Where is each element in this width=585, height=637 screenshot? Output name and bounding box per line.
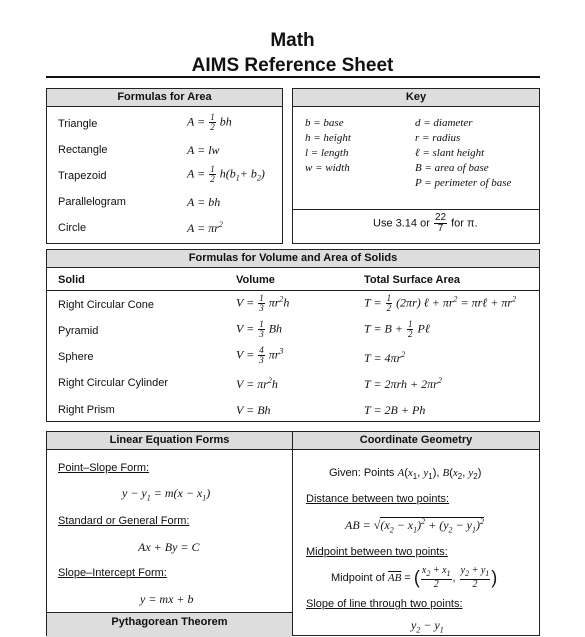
volume-formula: $V = \pi r^2h$ [236,376,278,391]
slope-intercept-formula: y = mx + b [140,592,194,606]
point-slope-label: Point–Slope Form: [58,462,150,474]
key-item: ℓ = slant height [415,147,485,159]
volume-divider [47,290,539,291]
area-formulas-header: Formulas for Area [47,89,282,107]
key-header: Key [293,89,539,107]
pythagorean-header: Pythagorean Theorem [111,616,228,628]
key-box [292,88,540,244]
solid-name: Pyramid [58,325,99,337]
midpoint-label: Midpoint between two points: [306,546,448,558]
area-row-formula: $A = \pi r^2$ [187,220,223,235]
surface-formula: $T = 2\pi rh + 2\pi r^2$ [364,376,442,391]
volume-formula: V = $\frac{4}{3}$ $\pi r^3$ [236,345,284,365]
area-row-name: Parallelogram [58,196,126,208]
pi-note: Use 3.14 or $\frac{22}{7}$ for π. [373,212,478,234]
solid-name: Right Prism [58,404,115,416]
key-item: d = diameter [415,117,473,129]
area-row-formula: A = $\frac{1}{2}$ $h(b_1+ b_2)$ [187,164,265,184]
key-item: h = height [305,132,351,144]
key-item: r = radius [415,132,461,144]
key-item: B = area of base [415,162,489,174]
linear-equations-header: Linear Equation Forms [47,432,292,450]
volume-formula: V = Bh [236,403,271,417]
solid-name: Right Circular Cylinder [58,377,169,389]
area-row-formula: A = bh [187,195,221,209]
area-row-formula: A = lw [187,143,220,157]
distance-formula: AB = $√(x_2 - x_1)^2 + (y_2 - y_1)^2$ [345,517,484,535]
slope-formula-partial: $y_2 - y_1$ [411,618,444,635]
key-item: P = perimeter of base [415,177,512,189]
title-divider [46,76,540,78]
surface-formula: T = $\frac{1}{2}$ (2πr) ℓ + $\pi r^2$ = πrℓ + $\pi r^2$ [364,293,517,313]
coordinate-geometry-header: Coordinate Geometry [293,432,539,450]
distance-label: Distance between two points: [306,493,450,505]
coordinate-geometry-box [292,431,540,636]
page-subtitle: AIMS Reference Sheet [191,55,394,76]
key-item: l = length [305,147,349,159]
surface-formula: T = 2B + Ph [364,403,426,417]
given-points: Given: Points $A(x_1$, $y_1$), $B(x_2$, $y_2$) [329,467,482,482]
area-row-name: Rectangle [58,144,108,156]
linear-equations-box [46,431,293,636]
solid-name: Sphere [58,351,94,363]
key-item: b = base [305,117,344,129]
key-item: w = width [305,162,350,174]
surface-formula: T = B + $\frac{1}{2}$ Pℓ [364,319,430,339]
page-title: Math [270,30,315,51]
area-row-formula: A = $\frac{1}{2}$ bh [187,112,232,132]
standard-form-formula: Ax + By = C [138,540,200,554]
volume-formulas-header: Formulas for Volume and Area of Solids [47,250,539,268]
area-formulas-box [46,88,283,244]
surface-formula: $T = 4\pi r^2$ [364,350,406,365]
point-slope-formula: $y - y_1 = m(x - x_1)$ [122,486,211,503]
slope-intercept-label: Slope–Intercept Form: [58,567,167,579]
area-row-name: Triangle [58,118,98,130]
col-header-surface: Total Surface Area [364,274,460,286]
slope-label: Slope of line through two points: [306,598,463,610]
col-header-volume: Volume [236,274,275,286]
col-header-solid: Solid [58,274,85,286]
area-row-name: Trapezoid [58,170,107,182]
volume-formula: V = $\frac{1}{3}$ $\pi r^2h$ [236,293,290,313]
volume-formulas-box [46,249,540,422]
solid-name: Right Circular Cone [58,299,154,311]
midpoint-formula: Midpoint of $\overline{AB}$ = ( $\frac{x_2 + x_1}{2}$ , $\frac{y_2 + y_1}{2}$ ) [331,565,498,590]
key-divider [293,209,539,210]
area-row-name: Circle [58,222,87,234]
standard-form-label: Standard or General Form: [58,515,190,527]
volume-formula: V = $\frac{1}{3}$ Bh [236,319,283,339]
